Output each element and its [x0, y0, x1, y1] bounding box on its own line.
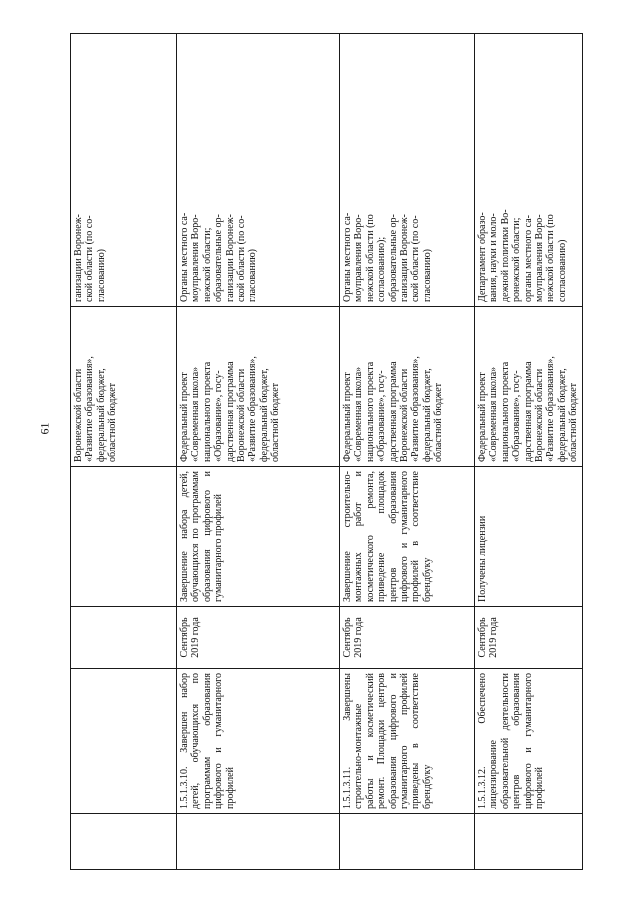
funding-line: дарственная программа: [387, 361, 399, 462]
task-cell: 1.5.1.3.12. Обеспечено лицензирование образовательной деятельности центров образования цифрового и гуманитарного профилей: [475, 669, 583, 814]
executor-line: образовательные ор-: [213, 214, 225, 302]
table-row: [177, 34, 340, 870]
deadline-cell: Сентябрь 2019 года: [475, 607, 583, 669]
executor-line: моуправления Воро-: [190, 214, 202, 302]
funding-cell: [71, 307, 177, 467]
executor-line: образовательные ор-: [387, 214, 399, 302]
rotated-table-wrapper: [70, 34, 580, 870]
funding-line: национального проекта: [499, 361, 511, 462]
task-cell: [71, 669, 177, 814]
table-row: [340, 34, 475, 870]
funding-line: Воронежской области: [398, 368, 410, 462]
row-number-cell: [71, 814, 177, 870]
executor-line: моуправления Воро-: [353, 214, 365, 302]
funding-line: «Современная школа»: [353, 366, 365, 462]
executor-line: нежской области;: [201, 227, 213, 302]
funding-line: Федеральный проект: [477, 372, 488, 462]
funding-line: «Образование», госу-: [213, 370, 225, 462]
executor-cell: [71, 34, 177, 307]
executor-line: ганизации Воронеж-: [224, 214, 236, 302]
result-cell: Завершение набора детей, обучающихся по программам образования цифрового и гуманитарного профилей: [177, 467, 340, 607]
plan-table: [70, 33, 583, 870]
executor-line: вания, науки и моло-: [488, 213, 500, 302]
executor-line: Органы местного са-: [342, 212, 353, 302]
plan-table-body: [71, 34, 583, 870]
executor-line: согласованию);: [376, 236, 388, 302]
funding-line: федеральный бюджет,: [421, 368, 433, 462]
executor-line: органы местного са-: [522, 215, 534, 302]
funding-line: областной бюджет: [270, 382, 282, 462]
funding-line: «Современная школа»: [190, 366, 202, 462]
funding-line: федеральный бюджет,: [556, 368, 568, 462]
funding-line: «Современная школа»: [488, 366, 500, 462]
funding-line: дарственная программа: [522, 361, 534, 462]
funding-line: «Образование», госу-: [376, 370, 388, 462]
task-cell: 1.5.1.3.11. Завершены строительно-монтажные работы и косметический ремонт. Площадки центров образования цифрового и гуманитарного профилей приведены в соответствие брендбуку: [340, 669, 475, 814]
executor-line: нежской области (по: [364, 214, 376, 302]
executor-cell: [340, 34, 475, 307]
funding-cell: [177, 307, 340, 467]
funding-line: «Развитие образования»,: [545, 356, 557, 462]
table-row: [71, 34, 177, 870]
executor-cell: [177, 34, 340, 307]
funding-line: «Образование», госу-: [511, 370, 523, 462]
row-number-cell: [340, 814, 475, 870]
funding-line: федеральный бюджет,: [258, 368, 270, 462]
funding-line: Федеральный проект: [342, 372, 353, 462]
result-cell: Завершение строительно-монтажных работ и косметического ремонта, приведение площадок центров образования цифрового и гуманитарного профилей в соответствие брендбуку: [340, 467, 475, 607]
executor-line: ской области (по со-: [410, 215, 422, 302]
executor-line: ронежской области;: [511, 217, 523, 302]
funding-cell: [340, 307, 475, 467]
page-number: 61: [37, 422, 52, 435]
executor-line: нежской области (по: [545, 214, 557, 302]
executor-cell: [475, 34, 583, 307]
executor-line: Департамент образо-: [477, 212, 488, 302]
deadline-cell: Сентябрь 2019 года: [340, 607, 475, 669]
funding-line: Воронежской области: [533, 368, 545, 462]
funding-line: областной бюджет: [568, 382, 580, 462]
funding-line: «Развитие образования»,: [247, 356, 259, 462]
funding-line: «Развитие образования»,: [410, 356, 422, 462]
funding-line: федеральный бюджет,: [95, 368, 107, 462]
table-row: [475, 34, 583, 870]
row-number-cell: [177, 814, 340, 870]
result-cell: [71, 467, 177, 607]
funding-line: областной бюджет: [107, 382, 119, 462]
executor-line: Органы местного са-: [179, 212, 190, 302]
executor-line: гласованию): [95, 249, 107, 302]
funding-line: Федеральный проект: [179, 372, 190, 462]
executor-line: дежной политики Во-: [499, 209, 511, 302]
executor-line: ской области (по со-: [84, 215, 96, 302]
executor-line: гласованию): [247, 249, 259, 302]
deadline-cell: Сентябрь 2019 года: [177, 607, 340, 669]
funding-line: Воронежской области: [235, 368, 247, 462]
deadline-cell: [71, 607, 177, 669]
funding-line: «Развитие образования»,: [84, 356, 96, 462]
funding-line: областной бюджет: [433, 382, 445, 462]
executor-line: гласованию): [421, 249, 433, 302]
executor-line: ганизации Воронеж-: [398, 214, 410, 302]
task-cell: 1.5.1.3.10. Завершен набор детей, обучающихся по программам образования цифрового и гуманитарного профилей: [177, 669, 340, 814]
funding-cell: [475, 307, 583, 467]
executor-line: ской области (по со-: [235, 215, 247, 302]
executor-line: моуправления Воро-: [533, 214, 545, 302]
row-number-cell: [475, 814, 583, 870]
funding-line: национального проекта: [201, 361, 213, 462]
executor-line: ганизации Воронеж-: [73, 214, 84, 302]
funding-line: национального проекта: [364, 361, 376, 462]
result-cell: Получены лицензии: [475, 467, 583, 607]
funding-line: Воронежской области: [73, 368, 84, 462]
executor-line: согласованию): [556, 239, 568, 302]
funding-line: дарственная программа: [224, 361, 236, 462]
